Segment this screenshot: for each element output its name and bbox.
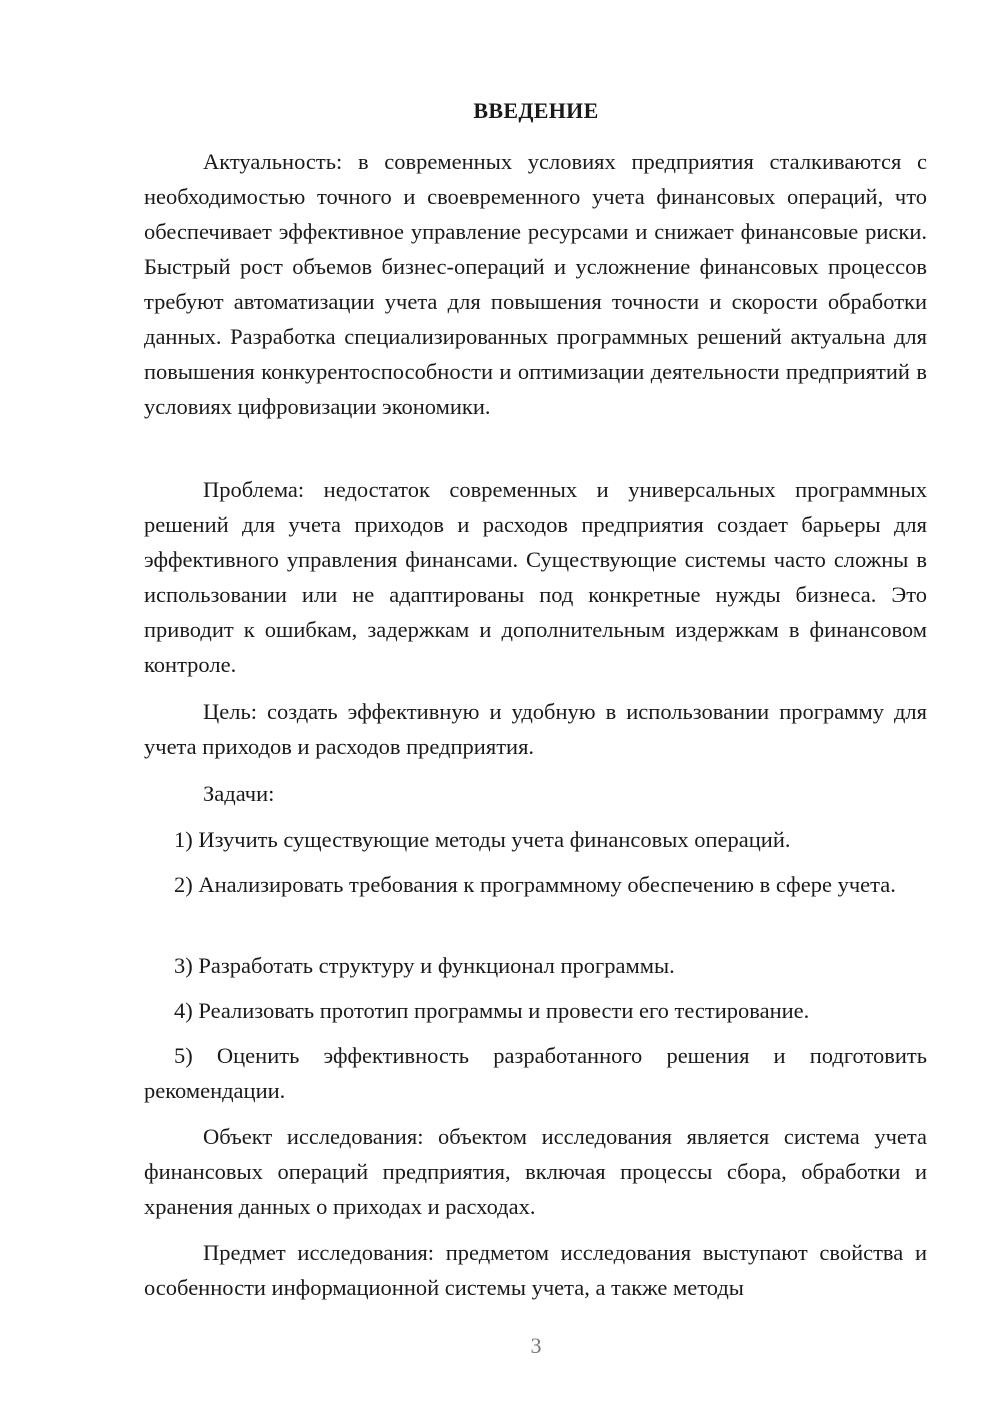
object-paragraph: Объект исследования: объектом исследования является система учета финансовых операций предприятия, включая процессы сбора, обработки и хранения данных о приходах и расходах.	[144, 1124, 927, 1219]
page-title: ВВЕДЕНИЕ	[473, 98, 599, 123]
problem-paragraph: Проблема: недостаток современных и универсальных программных решений для учета приходов и расходов предприятия создает барьеры для эффективного управления финансами. Существующие системы часто сложны в использовании или не адаптированы под конкретные нужды бизнеса. Это приводит к ошибкам, задержкам и дополнительным издержкам в финансовом контроле.	[144, 477, 927, 677]
task-item-5: 5) Оценить эффективность разработанного решения и подготовить рекомендации.	[144, 1043, 927, 1103]
tasks-heading: Задачи:	[203, 781, 275, 806]
task-item-3: 3) Разработать структуру и функционал программы.	[174, 953, 675, 978]
task-item-2: 2) Анализировать требования к программному обеспечению в сфере учета.	[174, 872, 896, 897]
task-item-4: 4) Реализовать прототип программы и провести его тестирование.	[174, 998, 810, 1023]
task-item-1: 1) Изучить существующие методы учета финансовых операций.	[174, 827, 791, 852]
relevance-paragraph: Актуальность: в современных условиях предприятия сталкиваются с необходимостью точного и своевременного учета финансовых операций, что обеспечивает эффективное управление ресурсами и снижает финансовые риски. Быстрый рост объемов бизнес-операций и усложнение финансовых процессов требуют автоматизации учета для повышения точности и скорости обработки данных. Разработка специализированных программных решений актуальна для повышения конкурентоспособности и оптимизации деятельности предприятий в условиях цифровизации экономики.	[144, 149, 927, 419]
subject-paragraph: Предмет исследования: предметом исследования выступают свойства и особенности информационной системы учета, а также методы	[144, 1240, 927, 1300]
page-number: 3	[530, 1333, 542, 1358]
goal-paragraph: Цель: создать эффективную и удобную в использовании программу для учета приходов и расходов предприятия.	[144, 699, 927, 759]
